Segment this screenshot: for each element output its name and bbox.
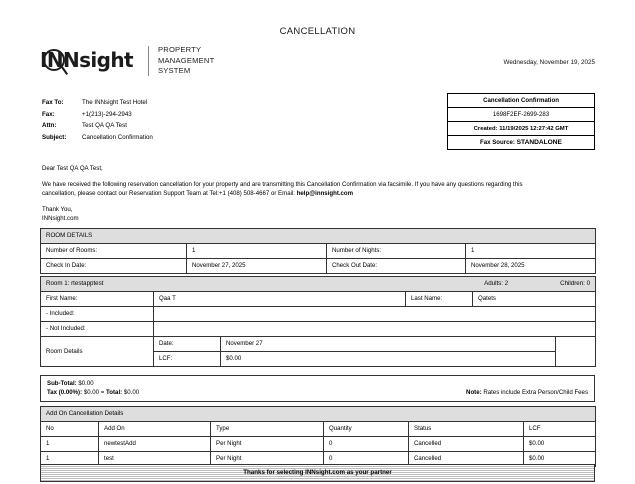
letter-closing-line2: INNsight.com [42,215,79,222]
room-one-title: Room 1: rtestapptest [46,280,104,287]
rate-extra-column [556,337,596,367]
fax-to-value: The INNsight Test Hotel [82,99,148,106]
table-row [41,322,596,337]
total-label: Total: [106,389,123,396]
addon-cancellation-table [40,406,596,467]
logo-tagline-line3: SYSTEM [158,66,191,76]
number-of-nights-value: 1 [466,244,596,259]
subject-row [42,132,153,144]
table-row [41,259,596,274]
letter-closing [42,205,557,223]
last-name-value: Qatets [473,292,596,307]
rate-lcf-value: $0.00 [221,352,556,367]
room-details-section-title: ROOM DETAILS [41,229,596,244]
logo-tagline-line1: PROPERTY [158,45,202,55]
adults-count: Adults: 2 [484,280,509,287]
subject-label: Subject: [42,133,67,141]
addon-quantity: 0 [324,437,409,452]
fax-to-label: Fax To: [42,99,64,106]
room-one-section-header [41,277,596,292]
addon-lcf: $0.00 [524,452,596,467]
table-row [41,437,596,452]
addon-col-lcf: LCF [524,422,596,437]
addon-lcf: $0.00 [524,437,596,452]
fax-to-row [42,97,153,109]
room-details-section-header-row [41,229,596,244]
last-name-label: Last Name: [406,292,473,307]
number-of-rooms-value: 1 [187,244,327,259]
rates-note-value: Rates include Extra Person/Child Fees [483,389,588,396]
logo-mark [40,45,144,77]
logo-tagline-line2: MANAGEMENT [158,55,215,65]
addon-name: newtestAdd [99,437,211,452]
rate-date-value: November 27 [221,337,556,352]
footer-banner: Thanks for selecting INNsight.com as your partner [40,464,595,482]
first-name-value: Qaa T [154,292,406,307]
fax-source-row [448,136,594,149]
subject-value: Cancellation Confirmation [82,133,153,141]
fax-source-value: STANDALONE [516,138,562,146]
total-value: $0.00 [123,389,140,396]
logo-wordmark: INNsight [40,48,133,72]
room-details-table [40,228,596,274]
room-one-table [40,276,596,367]
logo-tagline [158,45,214,77]
check-out-date-label: Check Out Date: [327,259,466,274]
addon-col-type: Type [211,422,324,437]
equals-sign: = [100,389,105,396]
children-count: Children: 0 [560,280,591,287]
confirmation-code: 1698F2EF-2699-283 [448,108,594,122]
sub-total-row [47,379,139,389]
addon-col-no: No [41,422,99,437]
table-row [41,307,596,322]
tax-label: Tax (0.00%): [47,389,83,396]
attn-label: Attn: [42,122,57,129]
confirmation-created-value: 11/19/2025 12:27:42 GMT [499,125,569,132]
number-of-rooms-label: Number of Rooms: [41,244,187,259]
table-row [41,337,596,352]
sub-total-label: Sub-Total: [47,379,77,387]
addon-col-quantity: Quantity [324,422,409,437]
addon-type: Per Night [211,437,324,452]
addon-section-title: Add On Cancellation Details [41,407,596,422]
page-title: CANCELLATION [279,26,356,37]
number-of-nights-label: Number of Nights: [327,244,466,259]
rate-lcf-label: LCF: [154,352,221,367]
letter-paragraph [42,180,557,198]
fax-source-label: Fax Source: [480,138,515,146]
table-row [41,292,596,307]
included-value [154,307,596,322]
letter-salutation: Dear Test QA QA Test, [42,165,103,172]
confirmation-created-label: Created: [473,125,498,132]
attn-row [42,120,153,132]
confirmation-heading: Cancellation Confirmation [448,94,594,108]
addon-no: 1 [41,452,99,467]
room-details-label: Room Details [41,337,154,367]
logo-divider [148,46,149,76]
confirmation-created-row [448,122,594,136]
room-one-section-header-row [41,277,596,292]
addon-quantity: 0 [324,452,409,467]
sub-total-value: $0.00 [78,379,94,387]
not-included-label: - Not Included: [41,322,154,337]
check-in-date-value: November 27, 2025 [187,259,327,274]
addon-status: Cancelled [409,437,524,452]
addon-header-row [41,422,596,437]
tax-total-row [47,388,139,398]
addon-no: 1 [41,437,99,452]
letter-body [42,164,557,223]
table-row [41,244,596,259]
innsight-logo [40,45,214,77]
check-in-date-label: Check In Date: [41,259,187,274]
attn-value: Test QA QA Test [82,122,127,129]
addon-status: Cancelled [409,452,524,467]
letter-paragraph-text: We have received the following reservation cancellation for your property and are transmitting this Cancellation Confirmation via facsimile. If you have any questions regarding this cancellation, please contact our Reservation Support Team at Tel:+1 (408) 508-4667 or Email: [42,181,523,197]
addon-col-status: Status [409,422,524,437]
fax-number-label: Fax: [42,110,55,118]
addon-section-header-row [41,407,596,422]
rates-note [466,388,588,398]
fax-number-row [42,109,153,121]
fax-number-value: +1(213)-294-2943 [82,110,132,118]
check-out-date-value: November 28, 2025 [466,259,596,274]
addon-name: test [99,452,211,467]
addon-type: Per Night [211,452,324,467]
included-label: - Included: [41,307,154,322]
first-name-label: First Name: [41,292,154,307]
support-email-link[interactable]: help@innsight.com [296,190,354,197]
document-date: Wednesday, November 19, 2025 [503,59,595,66]
rate-date-label: Date: [154,337,221,352]
rates-note-label: Note: [466,389,482,396]
tax-value: $0.00 [83,389,100,396]
not-included-value [154,322,596,337]
letter-closing-line1: Thank You, [42,206,73,213]
fax-meta [42,97,153,143]
addon-col-addon: Add On [99,422,211,437]
totals-bar [40,375,595,402]
totals-left [47,379,139,398]
cancellation-confirmation-box [447,93,595,150]
